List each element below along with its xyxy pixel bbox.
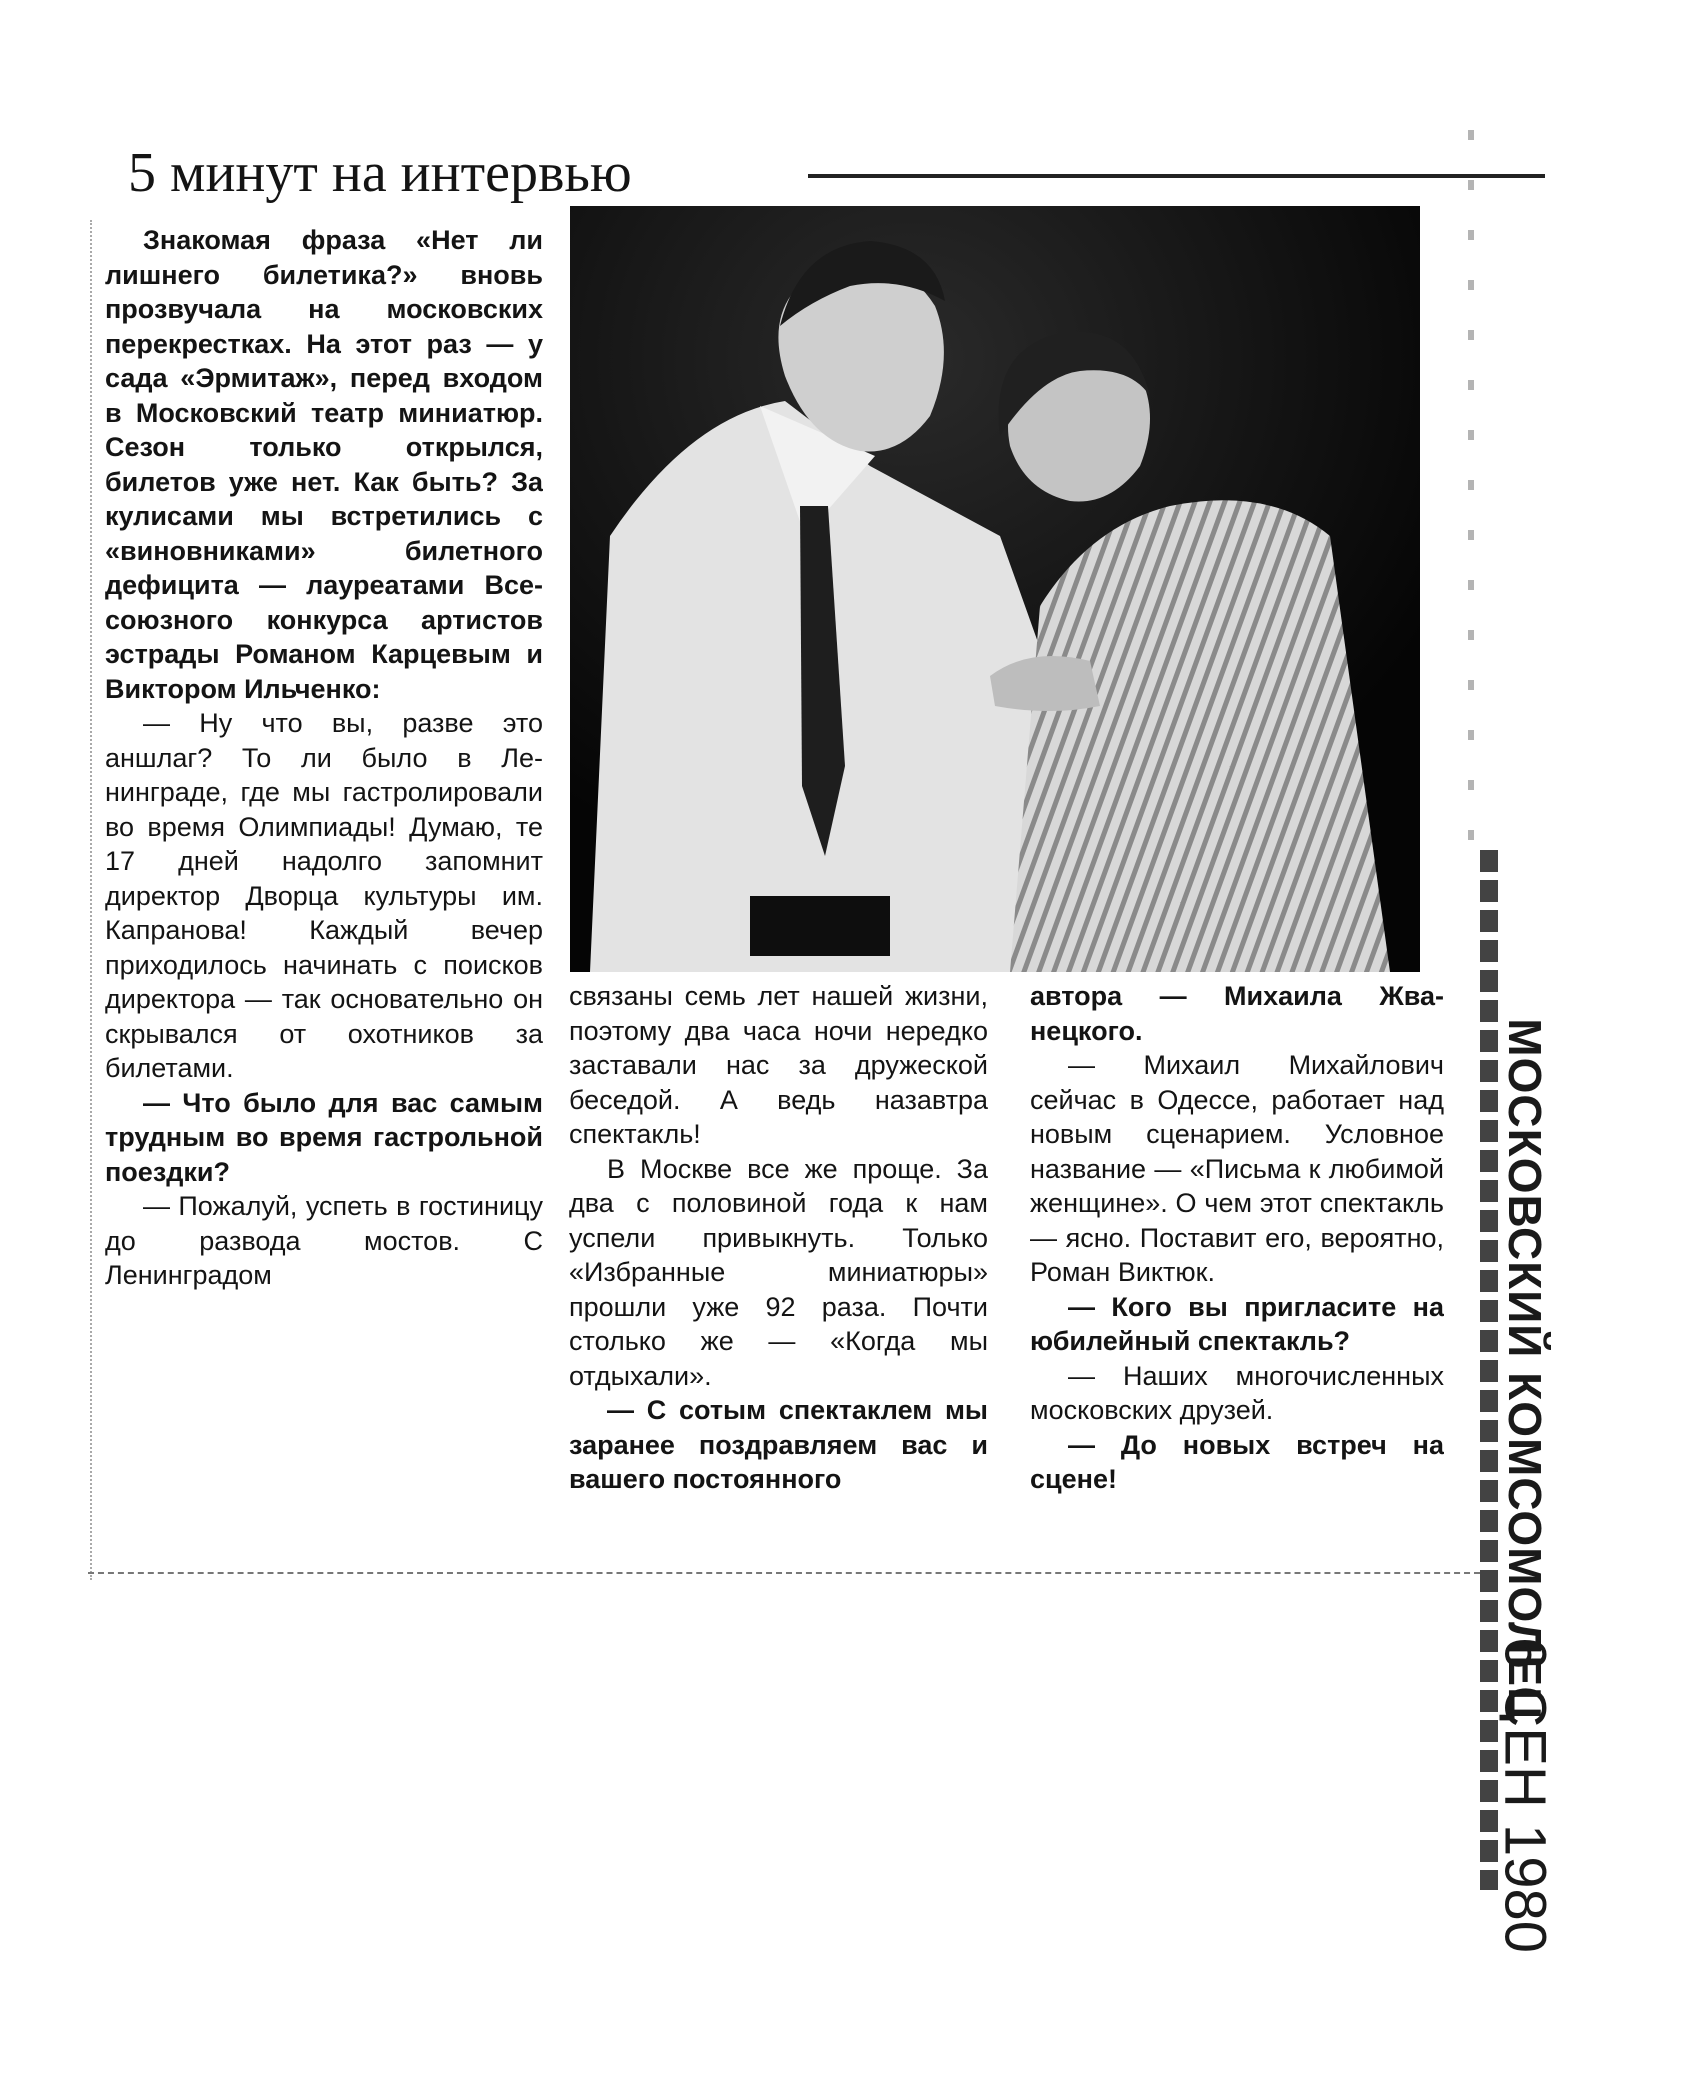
paragraph: — Кого вы пригласите на юбилейный спектакль? xyxy=(1030,1291,1444,1356)
paragraph: В Москве все же проще. За два с половиной года к нам успели привыкнуть. Только «Избранные миниатюры» прошли уже 92 раза. Почти столько же — «Когда мы отдыхали». xyxy=(569,1153,988,1391)
stamp-date: 6 СЕН 1980 xyxy=(1492,1637,1558,1953)
paragraph: — Михаил Михайлович сейчас в Одессе, работает над новым сценарием. Условное название — «Письма к любимой женщине». О чем этот спектакль — ясно. Поставит его, вероятно, Роман Виктюк. xyxy=(1030,1050,1444,1287)
paragraph: — Что было для вас самым трудным во время гастрольной поездки? xyxy=(105,1087,543,1187)
heading-text: 5 минут на интервью xyxy=(128,142,632,204)
newspaper-clipping xyxy=(88,130,1480,1586)
column-left xyxy=(105,223,543,1553)
source-stamp xyxy=(1476,850,1574,1953)
paragraph: автора — Михаила Жванецкого. xyxy=(1030,981,1444,1046)
column-right xyxy=(1030,979,1444,1553)
paragraph: Знакомая фраза «Нет ли лишнего билетика?» вновь прозвучала на московских перекрестках. На этот раз — у сада «Эрмитаж», перед входом в Московский театр миниатюр. Сезон только открылся, билетов уже нет. Как быть? За кулисами мы встретились с «виновниками» билетного дефицита — лауреатами Всесоюзного конкурса артистов эстрады Романом Карцевым и Виктором Ильченко: xyxy=(105,225,543,704)
paragraph: — С сотым спектаклем мы заранее поздравляем вас и вашего постоянного xyxy=(569,1395,988,1494)
clipping-left-edge xyxy=(90,220,92,1580)
paragraph: — Наших многочисленных московских друзей. xyxy=(1030,1360,1444,1425)
paragraph: — Ну что вы, разве это аншлаг? То ли было в Ленинграде, где мы гастролировали во время Олимпиады! Думаю, те 17 дней надолго запомнит директор Дворца культуры им. Капранова! Каждый вечер приходилось начинать с поисков директора — так основательно он скрывался от охотников за билетами. xyxy=(105,708,543,1083)
column-middle xyxy=(569,979,988,1553)
article-photo xyxy=(570,206,1420,972)
paragraph: связаны семь лет нашей жизни, поэтому два часа ночи нередко заставали нас за дружеской беседой. А ведь назавтра спектакль! xyxy=(569,981,988,1149)
clipping-bottom-edge xyxy=(88,1572,1480,1574)
heading-underline xyxy=(808,174,1545,178)
stamp-newspaper-name: МОСКОВСКИЙ КОМСОМОЛЕЦ xyxy=(1499,1018,1551,1722)
paragraph: — Пожалуй, успеть в гостиницу до развода мостов. С Ленинградом xyxy=(105,1191,543,1290)
paragraph: — До новых встреч на сцене! xyxy=(1030,1429,1444,1494)
article-heading xyxy=(128,138,1548,208)
